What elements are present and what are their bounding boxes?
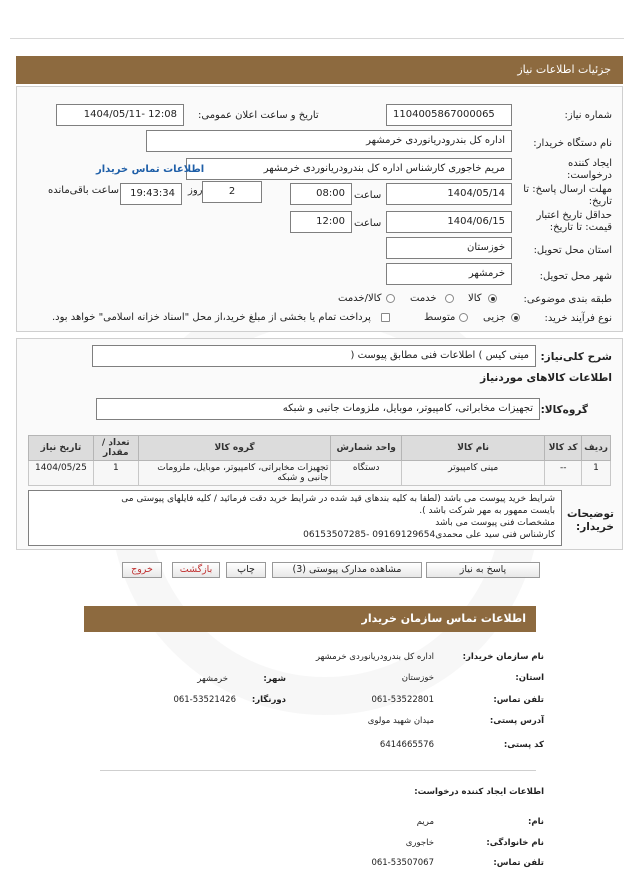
days-remaining-field: 2 (202, 181, 262, 203)
category-radio-goods[interactable] (488, 294, 497, 303)
price-validity-label: حداقل تاریخ اعتبار قیمت: تا تاریخ: (536, 210, 612, 233)
cell-row: 1 (582, 461, 611, 486)
back-button[interactable]: بازگشت (172, 562, 220, 578)
price-time-field: 12:00 (290, 211, 352, 233)
contact-address-value: میدان شهید مولوی (367, 716, 434, 726)
creator-label: ایجاد کننده درخواست: (567, 158, 612, 181)
creator-phone-label: تلفن تماس: (493, 858, 544, 868)
contact-postal-value: 6414665576 (379, 740, 434, 750)
contact-province-value: خوزستان (401, 673, 434, 683)
col-row: ردیف (582, 436, 611, 461)
reply-time-label: ساعت (354, 190, 382, 201)
creator-last-name-value: خاجوری (405, 838, 434, 848)
print-button[interactable]: چاپ (226, 562, 266, 578)
creator-info-title: اطلاعات ایجاد کننده درخواست: (414, 787, 544, 797)
treasury-payment-note: پرداخت تمام یا بخشی از مبلغ خرید،از محل "اسناد خزانه اسلامی" خواهد بود. (52, 312, 371, 323)
table-row (29, 461, 611, 486)
cell-group: تجهیزات مخابراتی، کامپیوتر، موبایل، ملزومات جانبی و شبکه (138, 461, 331, 486)
col-group: گروه کالا (138, 436, 331, 461)
contact-city-value: خرمشهر (197, 674, 228, 684)
top-divider (10, 38, 624, 39)
creator-phone-value: 061-53507067 (371, 858, 434, 868)
creator-last-name-label: نام خانوادگی: (486, 838, 544, 848)
page-header (16, 56, 623, 84)
process-option-minor: جزیی (483, 312, 506, 323)
buyer-notes-line-4: کارشناس فنی سید علی محمدی09169129654 -06153507285 (303, 530, 555, 540)
province-label: استان محل تحویل: (533, 245, 612, 256)
creator-field: مریم خاجوری کارشناس اداره کل بندرودریانوردی خرمشهر (186, 158, 512, 180)
contact-divider (100, 770, 536, 771)
province-field: خوزستان (386, 237, 512, 259)
process-option-medium: متوسط (424, 312, 456, 323)
days-label: روز (188, 185, 203, 196)
city-label: شهر محل تحویل: (539, 271, 612, 282)
goods-group-field: تجهیزات مخابراتی، کامپیوتر، موبایل، ملزومات جانبی و شبکه (96, 398, 540, 420)
need-number-label: شماره نیاز: (564, 110, 612, 121)
buyer-notes-line-1: شرایط خرید پیوست می باشد (لطفا به کلیه بندهای قید شده در شرایط خرید دقت فرمائید / کلیه فایلهای پیوستی می (121, 494, 555, 504)
col-name: نام کالا (401, 436, 544, 461)
contact-phone-value: 061-53522801 (371, 695, 434, 705)
category-option-goods-service: کالا/خدمت (338, 293, 382, 304)
exit-button[interactable]: خروج (122, 562, 162, 578)
contact-province-label: استان: (515, 673, 544, 683)
required-items-title: اطلاعات کالاهای موردنیاز (480, 372, 612, 384)
buyer-notes-label: توضیحات خریدار: (566, 508, 614, 533)
category-radio-service[interactable] (445, 294, 454, 303)
goods-group-label: گروه‌کالا: (540, 404, 588, 416)
contact-address-label: آدرس پستی: (489, 716, 544, 726)
buyer-org-field: اداره کل بندرودریانوردی خرمشهر (146, 130, 512, 152)
items-table (28, 435, 611, 486)
col-date: تاریخ نیاز (29, 436, 94, 461)
announce-date-field: 1404/05/11- 12:08 (56, 104, 184, 126)
category-radio-goods-service[interactable] (386, 294, 395, 303)
col-quantity: تعداد / مقدار (93, 436, 138, 461)
treasury-payment-checkbox[interactable] (381, 313, 390, 322)
buyer-notes-box (28, 490, 562, 546)
reply-deadline-label: مهلت ارسال پاسخ: تا تاریخ: (523, 184, 612, 207)
contact-fax-label: دورنگار: (251, 695, 286, 705)
buyer-org-label: نام دستگاه خریدار: (533, 138, 612, 149)
cell-code: -- (545, 461, 582, 486)
process-radio-medium[interactable] (459, 313, 468, 322)
contact-city-label: شهر: (263, 674, 286, 684)
contact-fax-value: 061-53521426 (173, 695, 236, 705)
col-unit: واحد شمارش (331, 436, 402, 461)
contact-org-value: اداره کل بندرودریانوردی خرمشهر (315, 652, 434, 662)
col-code: کد کالا (545, 436, 582, 461)
cell-unit: دستگاه (331, 461, 402, 486)
buyer-notes-line-3: مشخصات فنی پیوست می باشد (435, 518, 555, 528)
announce-date-label: تاریخ و ساعت اعلان عمومی: (198, 110, 319, 121)
need-number-field: 1104005867000065 (386, 104, 512, 126)
reply-date-field: 1404/05/14 (386, 183, 512, 205)
need-description-field: مینی کیس ) اطلاعات فنی مطابق پیوست ( (92, 345, 536, 367)
remaining-time-label: ساعت باقی‌مانده (48, 185, 120, 196)
price-time-label: ساعت (354, 218, 382, 229)
remaining-time-field: 19:43:34 (120, 183, 182, 205)
contact-org-label: نام سازمان خریدار: (462, 652, 544, 662)
contact-postal-label: کد پستی: (503, 740, 544, 750)
creator-first-name-label: نام: (527, 817, 544, 827)
cell-quantity: 1 (93, 461, 138, 486)
buyer-notes-line-2: بایست ممهور به مهر شرکت باشد ). (419, 506, 555, 516)
category-label: طبقه بندی موضوعی: (523, 294, 612, 305)
category-option-goods: کالا (468, 293, 482, 304)
category-option-service: خدمت (410, 293, 437, 304)
buyer-contact-link[interactable]: اطلاعات تماس خریدار (96, 164, 205, 175)
contact-phone-label: تلفن تماس: (493, 695, 544, 705)
cell-date: 1404/05/25 (29, 461, 94, 486)
reply-button[interactable]: پاسخ به نیاز (426, 562, 540, 578)
process-radio-minor[interactable] (511, 313, 520, 322)
need-description-label: شرح کلی‌نیاز: (540, 351, 612, 363)
city-field: خرمشهر (386, 263, 512, 285)
reply-time-field: 08:00 (290, 183, 352, 205)
contact-section-title: اطلاعات تماس سازمان خریدار (361, 612, 526, 625)
price-date-field: 1404/06/15 (386, 211, 512, 233)
view-attachments-button[interactable]: مشاهده مدارک پیوستی (3) (272, 562, 422, 578)
creator-first-name-value: مریم (416, 817, 434, 827)
cell-name: مینی کامپیوتر (401, 461, 544, 486)
contact-section-header (84, 606, 536, 632)
process-type-label: نوع فرآیند خرید: (544, 313, 612, 324)
page-title: جزئیات اطلاعات نیاز (517, 63, 611, 76)
